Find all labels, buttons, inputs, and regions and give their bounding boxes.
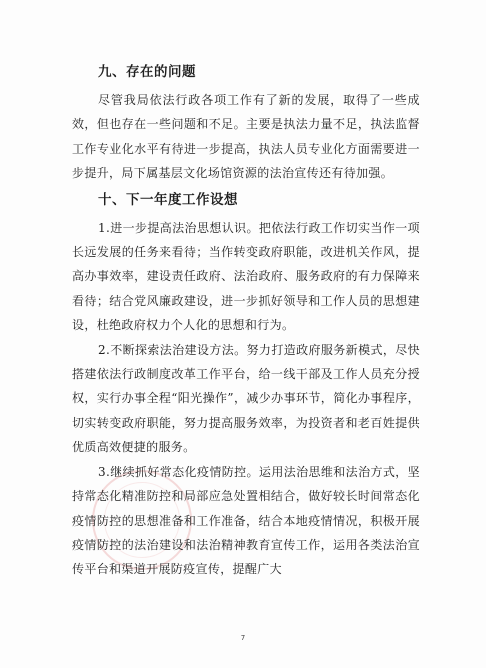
section-heading-next-year-plan: 十、下一年度工作设想 — [98, 191, 238, 208]
plan-paragraph-3: 3.继续抓好常态化疫情防控。运用法治思维和法治方式，坚持常态化精准防控和局部应急处置相结合，做好较长时间常态化疫情防控的思想准备和工作准备，结合本地疫情情况，积极开展疫情防控的法治建设和法治精神教育宣传工作，运用各类法治宣传平台和渠道开展防疫宣传，提醒广大 — [72, 464, 420, 577]
page-number: 7 — [240, 634, 246, 642]
plan-paragraph-1: 1.进一步提高法治思想认识。把依法行政工作切实当作一项长远发展的任务来看待；当作转变政府职能，改进机关作风，提高办事效率，建设责任政府、法治政府、服务政府的有力保障来看待；结合党风廉政建设，进一步抓好领导和工作人员的思想建设，杜绝政府权力个人化的思想和行为。 — [72, 220, 420, 333]
section-heading-problems: 九、存在的问题 — [98, 64, 196, 80]
plan-paragraph-2: 2.不断探索法治建设方法。努力打造政府服务新模式，尽快搭建依法行政制度改革工作平台，给一线干部及工作人员充分授权，实行办事全程“阳光操作”，减少办事环节，简化办事程序，切实转变政府职能，努力提高服务效率，为投资者和老百姓提供优质高效便捷的服务。 — [72, 342, 420, 455]
document-body — [72, 60, 420, 582]
problems-paragraph: 尽管我局依法行政各项工作有了新的发展，取得了一些成效，但也存在一些问题和不足。主要是执法力量不足，执法监督工作专业化水平有待进一步提高，执法人员专业化方面需要进一步提升，局下属基层文化场馆资源的法治宣传还有待加强。 — [72, 93, 420, 181]
